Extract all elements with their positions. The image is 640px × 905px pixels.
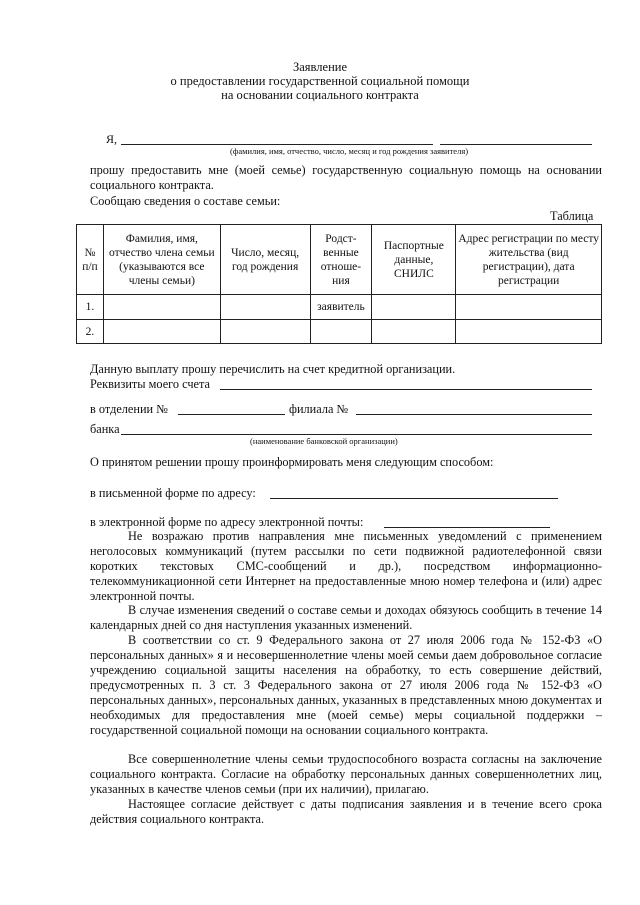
branch-field-line[interactable] bbox=[178, 414, 285, 415]
title-line-2: о предоставлении государственной социальной помощи bbox=[170, 74, 470, 88]
branch-label: в отделении № bbox=[90, 402, 168, 416]
row2-number: 2. bbox=[77, 320, 104, 344]
applicant-name-line[interactable] bbox=[121, 144, 433, 145]
notification-intro: О принятом решении прошу проинформировать меня следующим способом: bbox=[90, 455, 494, 469]
row1-relation: заявитель bbox=[310, 295, 372, 320]
row1-passport[interactable] bbox=[372, 295, 456, 320]
table-header-row bbox=[77, 225, 602, 295]
account-label: Реквизиты моего счета bbox=[90, 377, 210, 391]
filial-field-line[interactable] bbox=[356, 414, 592, 415]
row1-fullname[interactable] bbox=[103, 295, 220, 320]
bank-caption: (наименование банковской организации) bbox=[250, 436, 398, 446]
table-row bbox=[77, 295, 602, 320]
family-intro: Сообщаю сведения о составе семьи: bbox=[90, 194, 281, 208]
electronic-form-label: в электронной форме по адресу электронной почты: bbox=[90, 515, 364, 529]
family-table bbox=[76, 224, 602, 344]
header-cell-birthdate: Число, месяц, год рождения bbox=[220, 225, 310, 295]
request-text: прошу предоставить мне (моей семье) государственную социальную помощь на основании социального контракта. bbox=[90, 163, 602, 192]
email-field-line[interactable] bbox=[384, 527, 550, 528]
consent-adult-members-paragraph: Все совершеннолетние члены семьи трудоспособного возраста согласны на заключение социального контракта. Согласие на обработку персональных данных совершеннолетних лиц, указанных в качестве членов семьи (при их наличии), прилагаю. bbox=[90, 752, 602, 796]
consent-personal-data-paragraph: В соответствии со ст. 9 Федерального закона от 27 июля 2006 года № 152-ФЗ «О персональных данных» я и несовершеннолетние члены моей семьи даем добровольное согласие учреждению социальной защиты населения на обработку, то есть совершение действий, предусмотренных п. 3 ст. 3 Федерального закона от 27 июля 2006 года № 152-ФЗ «О персональных данных», персональных данных, указанных в представленных мною документах и необходимых для предоставления мне (моей семье) меры социальной поддержки – государственной социальной помощи на основании социального контракта. bbox=[90, 633, 602, 737]
document-title bbox=[0, 60, 640, 102]
header-cell-relation: Родст-венные отноше-ния bbox=[310, 225, 372, 295]
applicant-prefix: Я, bbox=[106, 132, 118, 146]
header-cell-fullname: Фамилия, имя, отчество члена семьи (указываются все члены семьи) bbox=[103, 225, 220, 295]
consent-sms-paragraph: Не возражаю против направления мне письменных уведомлений с применением неголосовых коммуникаций (путем рассылки по сети подвижной радиотелефонной связи коротких текстовых СМС-сообщений и др.), посредством информационно-телекоммуникационной сети Интернет на предоставленные мною номер телефона и (или) адрес электронной почты. bbox=[90, 529, 602, 603]
table-row bbox=[77, 320, 602, 344]
row2-birthdate[interactable] bbox=[220, 320, 310, 344]
account-field-line[interactable] bbox=[220, 389, 592, 390]
filial-label: филиала № bbox=[289, 402, 349, 416]
consent-validity-paragraph: Настоящее согласие действует с даты подписания заявления и в течение всего срока действия социального контракта. bbox=[90, 797, 602, 826]
written-address-line[interactable] bbox=[270, 498, 558, 499]
title-line-3: на основании социального контракта bbox=[221, 88, 419, 102]
header-cell-address: Адрес регистрации по месту жительства (вид регистрации), дата регистрации bbox=[456, 225, 602, 295]
payment-intro: Данную выплату прошу перечислить на счет кредитной организации. bbox=[90, 362, 456, 376]
table-label: Таблица bbox=[550, 209, 594, 223]
row1-number: 1. bbox=[77, 295, 104, 320]
header-cell-number: № п/п bbox=[77, 225, 104, 295]
header-cell-passport: Паспортные данные, СНИЛС bbox=[372, 225, 456, 295]
title-line-1: Заявление bbox=[292, 60, 347, 74]
row2-fullname[interactable] bbox=[103, 320, 220, 344]
bank-label: банка bbox=[90, 422, 120, 436]
applicant-caption: (фамилия, имя, отчество, число, месяц и год рождения заявителя) bbox=[230, 146, 469, 156]
consent-changes-paragraph: В случае изменения сведений о составе семьи и доходах обязуюсь сообщить в течение 14 календарных дней со дня наступления указанных изменений. bbox=[90, 603, 602, 632]
row2-address[interactable] bbox=[456, 320, 602, 344]
row2-relation[interactable] bbox=[310, 320, 372, 344]
row1-address[interactable] bbox=[456, 295, 602, 320]
row1-birthdate[interactable] bbox=[220, 295, 310, 320]
applicant-birth-line[interactable] bbox=[440, 144, 592, 145]
written-form-label: в письменной форме по адресу: bbox=[90, 486, 256, 500]
row2-passport[interactable] bbox=[372, 320, 456, 344]
bank-field-line[interactable] bbox=[121, 434, 592, 435]
